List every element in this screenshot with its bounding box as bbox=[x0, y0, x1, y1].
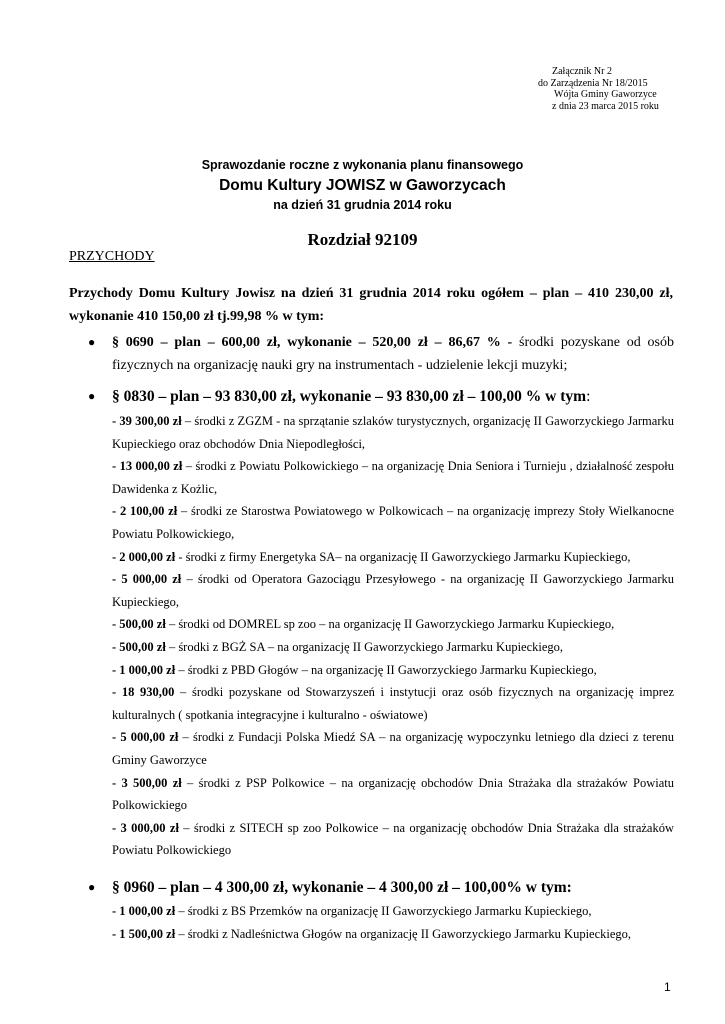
item-amount: - 18 930,00 bbox=[112, 685, 175, 700]
item-text: – środki z Fundacji Polska Miedź SA – na organizację wypoczynku letniego dla dzieci z terenu Gminy Gaworzyce bbox=[112, 730, 674, 767]
bullet-icon: ● bbox=[88, 335, 96, 349]
annex-line: z dnia 23 marca 2015 roku bbox=[552, 100, 659, 112]
paragraph-0690 bbox=[88, 331, 674, 377]
list-item bbox=[112, 410, 674, 455]
item-amount: - 1 000,00 zł bbox=[112, 904, 176, 918]
item-text: – środki z SITECH sp zoo Polkowice – na organizację obchodów Dnia Strażaka dla strażaków Powiatu Polkowickiego bbox=[112, 820, 675, 858]
list-item bbox=[112, 900, 674, 923]
list-item bbox=[112, 681, 674, 726]
list-item bbox=[112, 568, 674, 613]
report-title: Sprawozdanie roczne z wykonania planu finansowego bbox=[201, 158, 524, 172]
item-amount: - 2 100,00 zł bbox=[112, 504, 178, 519]
item-amount: - 39 300,00 zł bbox=[112, 414, 182, 428]
page-number: 1 bbox=[664, 980, 671, 994]
item-text: - środki z firmy Energetyka SA– na organizację II Gaworzyckiego Jarmarku Kupieckiego, bbox=[175, 549, 631, 564]
paragraph-0830 bbox=[88, 385, 674, 408]
item-amount: - 3 500,00 zł bbox=[112, 775, 182, 790]
item-text: – środki ze Starostwa Powiatowego w Polkowicach – na organizację imprezy Stoły Wielkanocne Powiatu Polkowickiego, bbox=[112, 504, 674, 541]
annex-line: do Zarządzenia Nr 18/2015 bbox=[538, 77, 648, 89]
item-text: – środki od DOMREL sp zoo – na organizację II Gaworzyckiego Jarmarku Kupieckiego, bbox=[165, 617, 615, 632]
item-text: – środki z BGŻ SA – na organizację II Gaworzyckiego Jarmarku Kupieckiego, bbox=[165, 639, 564, 654]
list-item bbox=[112, 500, 674, 545]
item-amount: - 1 500,00 zł bbox=[112, 926, 176, 941]
list-item bbox=[112, 455, 674, 500]
bullet-icon: ● bbox=[88, 880, 96, 894]
annex-line: Załącznik Nr 2 bbox=[552, 66, 612, 77]
list-item bbox=[112, 613, 674, 636]
chapter-heading: Rozdział 92109 bbox=[307, 230, 418, 249]
item-amount: - 2 000,00 zł bbox=[112, 549, 176, 564]
item-amount: - 500,00 zł bbox=[112, 617, 166, 632]
item-text: – środki z PSP Polkowice – na organizację obchodów Dnia Strażaka dla strażaków Powiatu Polkowickiego bbox=[112, 775, 674, 813]
item-amount: - 5 000,00 zł bbox=[112, 730, 179, 745]
paragraph-heading: § 0690 – plan – 600,00 zł, wykonanie – 520,00 zł – 86,67 % - bbox=[112, 335, 513, 350]
item-amount: - 13 000,00 zł bbox=[112, 459, 183, 474]
item-text: – środki od Operatora Gazociągu Przesyłowego - na organizację II Gaworzyckiego Jarmarku Kupieckiego, bbox=[112, 572, 674, 609]
item-text: – środki z ZGZM - na sprzątanie szlaków turystycznych, organizację II Gaworzyckiego Jarmarku Kupieckiego oraz obchodów Dnia Niepodległości, bbox=[112, 414, 674, 451]
items-0830-list bbox=[112, 410, 674, 862]
list-item bbox=[112, 817, 674, 862]
list-item bbox=[112, 772, 674, 817]
paragraph-0960 bbox=[88, 876, 674, 899]
item-amount: - 500,00 zł bbox=[112, 639, 166, 654]
annex-note bbox=[538, 66, 659, 112]
item-amount: - 3 000,00 zł bbox=[112, 820, 179, 835]
item-text: – środki pozyskane od Stowarzyszeń i instytucji oraz osób fizycznych na organizację imprez kulturalnych ( spotkania integracyjne i kulturalno - oświatowe) bbox=[112, 685, 674, 722]
annex-line: Wójta Gminy Gaworzyce bbox=[554, 89, 657, 100]
item-amount: - 5 000,00 zł bbox=[112, 572, 182, 587]
list-item bbox=[112, 659, 674, 682]
list-item bbox=[112, 923, 674, 946]
section-heading: PRZYCHODY bbox=[69, 249, 155, 264]
items-0960-list bbox=[112, 900, 674, 945]
paragraph-heading: § 0960 – plan – 4 300,00 zł, wykonanie – 4 300,00 zł – 100,00% w tym: bbox=[112, 879, 572, 896]
paragraph-heading: § 0830 – plan – 93 830,00 zł, wykonanie – 93 830,00 zł – 100,00 % w tym bbox=[112, 388, 587, 405]
institution-title: Domu Kultury JOWISZ w Gaworzycach bbox=[219, 177, 506, 194]
item-text: – środki z Nadleśnictwa Głogów na organizację II Gaworzyckiego Jarmarku Kupieckiego, bbox=[175, 926, 632, 941]
paragraph-text: środki pozyskane od osób fizycznych na organizację nauki gry na instrumentach - udzielenie lekcji muzyki; bbox=[112, 335, 674, 373]
bullet-icon: ● bbox=[88, 389, 96, 403]
item-text: – środki z Powiatu Polkowickiego – na organizację Dnia Seniora i Turnieju , działalność zespołu Dawidenka z Kożlic, bbox=[112, 459, 674, 496]
item-amount: - 1 000,00 zł bbox=[112, 662, 176, 677]
item-text: – środki z PBD Głogów – na organizację II Gaworzyckiego Jarmarku Kupieckiego, bbox=[175, 662, 597, 677]
report-date: na dzień 31 grudnia 2014 roku bbox=[273, 198, 452, 212]
list-item bbox=[112, 726, 674, 771]
list-item bbox=[112, 636, 674, 659]
item-text: – środki z BS Przemków na organizację II Gaworzyckiego Jarmarku Kupieckiego, bbox=[175, 904, 592, 918]
paragraph-text: : bbox=[586, 388, 591, 405]
intro-paragraph: Przychody Domu Kultury Jowisz na dzień 31 grudnia 2014 roku ogółem – plan – 410 230,00 zł, wykonanie 410 150,00 zł tj.99,98 % w tym: bbox=[69, 286, 673, 324]
list-item bbox=[112, 546, 674, 569]
